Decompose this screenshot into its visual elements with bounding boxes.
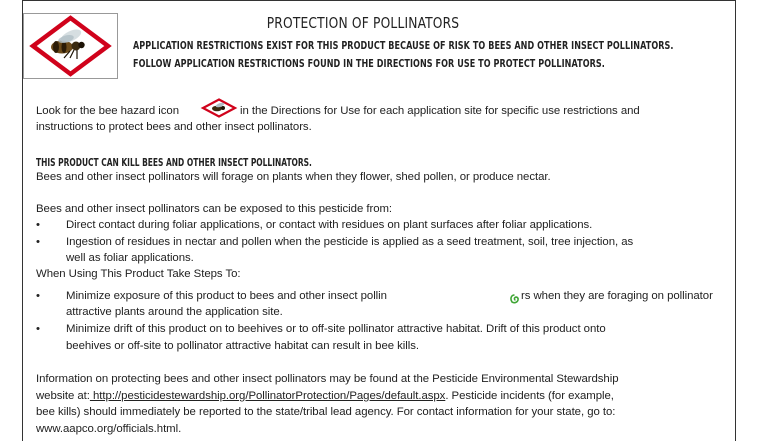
steps-bullet-1-line-1a: Minimize exposure of this product to bees and other insect pollin [66, 290, 387, 302]
exposure-bullet-2-line-2: well as foliar applications. [66, 252, 194, 264]
steps-lead: When Using This Product Take Steps To: [36, 268, 241, 280]
intro-text-line-2: instructions to protect bees and other insect pollinators. [36, 121, 312, 133]
info-line-2 [36, 390, 614, 402]
info-line-4: www.aapco.org/officials.html. [36, 423, 182, 435]
steps-bullet-2-line-1: Minimize drift of this product on to beehives or to off-site pollinator attractive habitat. Drift of this product onto [66, 323, 606, 335]
bullet: • [36, 219, 40, 231]
info-line-1: Information on protecting bees and other insect pollinators may be found at the Pesticide Environmental Stewardship [36, 373, 619, 385]
exposure-bullet-1: Direct contact during foliar applications, or contact with residues on plant surfaces after foliar applications. [66, 219, 593, 231]
info-line-2-suffix: . Pesticide incidents (for example, [445, 390, 614, 402]
bullet: • [36, 290, 40, 302]
warning-text: Bees and other insect pollinators will forage on plants when they flower, shed pollen, or produce nectar. [36, 171, 551, 183]
exposure-lead: Bees and other insect pollinators can be exposed to this pesticide from: [36, 203, 393, 215]
steps-bullet-1-line-2: attractive plants around the application site. [66, 306, 283, 318]
restriction-line-1: APPLICATION RESTRICTIONS EXIST FOR THIS PRODUCT BECAUSE OF RISK TO BEES AND OTHER INSECT POLLINATORS. [133, 40, 674, 52]
intro-text-after-icon: in the Directions for Use for each application site for specific use restrictions and [240, 105, 640, 117]
steps-bullet-1-line-1b: rs when they are foraging on pollinator [521, 290, 713, 302]
bullet: • [36, 236, 40, 248]
bee-hazard-icon-inline [200, 98, 238, 118]
intro-text-before-icon: Look for the bee hazard icon [36, 105, 179, 117]
steps-bullet-2-line-2: beehives or off-site to pollinator attractive habitat can result in bee kills. [66, 340, 419, 352]
warning-heading: THIS PRODUCT CAN KILL BEES AND OTHER INSECT POLLINATORS. [36, 157, 312, 169]
info-line-3: bee kills) should immediately be reported to the state/tribal lead agency. For contact information for your state, go to: [36, 406, 616, 418]
green-swirl-icon [509, 291, 520, 301]
bullet: • [36, 323, 40, 335]
restriction-line-2: FOLLOW APPLICATION RESTRICTIONS FOUND IN THE DIRECTIONS FOR USE TO PROTECT POLLINATORS. [133, 58, 605, 70]
pesticide-stewardship-link[interactable]: http://pesticidestewardship.org/PollinatorProtection/Pages/default.aspx [89, 390, 446, 402]
info-line-2-prefix: website at: [36, 390, 90, 402]
bee-hazard-icon [23, 13, 118, 79]
page-title: PROTECTION OF POLLINATORS [266, 14, 460, 32]
exposure-bullet-2-line-1: Ingestion of residues in nectar and pollen when the pesticide is applied as a seed treatment, soil, tree injection, as [66, 236, 634, 248]
